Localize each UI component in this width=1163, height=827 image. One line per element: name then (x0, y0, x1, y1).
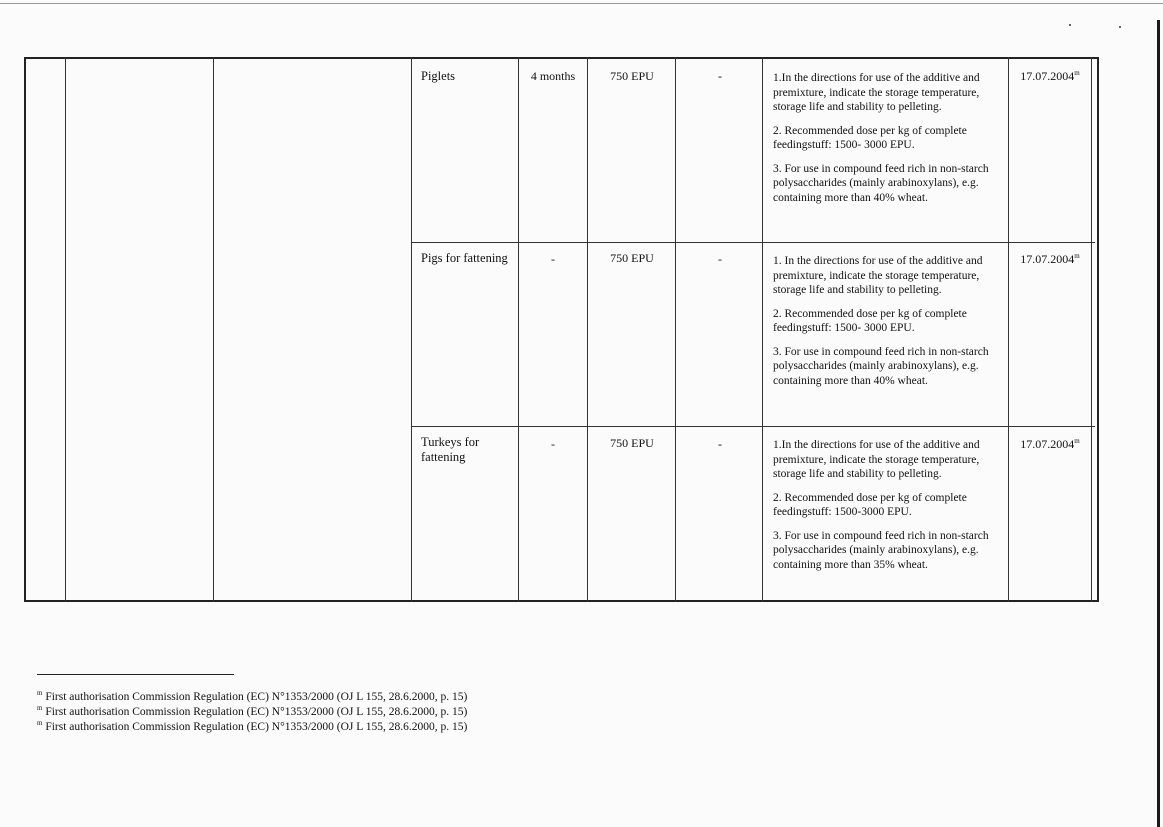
condition-item: 3. For use in compound feed rich in non-starch polysaccharides (mainly arabinoxylans), e.g. containing more than 40% wheat. (773, 162, 989, 204)
footnote (37, 705, 467, 719)
condition-item: 1.In the directions for use of the additive and premixture, indicate the storage temperature, storage life and stability to pelleting. (773, 439, 980, 480)
conditions-cell (773, 254, 993, 397)
max-age-cell: - (551, 252, 555, 266)
min-content-cell: 750 EPU (610, 436, 654, 450)
scan-edge-right (1157, 20, 1160, 827)
footnote (37, 720, 467, 734)
column-divider (518, 57, 519, 602)
footnote-text: First authorisation Commission Regulation (EC) N°1353/2000 (OJ L 155, 28.6.2000, p. 15) (45, 706, 468, 718)
footnote (37, 690, 467, 704)
max-content-cell: - (718, 69, 722, 83)
conditions-cell (773, 71, 993, 214)
footnote-mark: m (37, 719, 43, 728)
scan-edge-top (0, 3, 1163, 4)
footnote-mark: m (37, 689, 43, 698)
column-divider (587, 57, 588, 602)
footnote-separator (37, 674, 234, 675)
condition-item: 3. For use in compound feed rich in non-starch polysaccharides (mainly arabinoxylans), e.g. containing more than 40% wheat. (773, 345, 989, 387)
conditions-cell (773, 438, 993, 581)
max-content-cell: - (718, 437, 722, 451)
species-cell: Turkeys for fattening (421, 435, 480, 464)
column-divider (65, 57, 66, 602)
condition-item: 3. For use in compound feed rich in non-starch polysaccharides (mainly arabinoxylans), e.g. containing more than 35% wheat. (773, 529, 989, 571)
min-content-cell: 750 EPU (610, 251, 654, 265)
column-divider (1008, 57, 1009, 602)
scan-speck (1069, 24, 1071, 26)
footnote-mark: m (37, 704, 43, 713)
end-date-cell (1010, 69, 1090, 83)
species-cell: Piglets (421, 69, 456, 83)
footnote-text: First authorisation Commission Regulation (EC) N°1353/2000 (OJ L 155, 28.6.2000, p. 15) (45, 691, 468, 703)
end-date: 17.07.2004 (1020, 69, 1075, 83)
condition-item: 1.In the directions for use of the additive and premixture, indicate the storage temperature, storage life and stability to pelleting. (773, 72, 980, 113)
species-cell: Pigs for fattening (421, 251, 508, 265)
authorisation-table (24, 57, 1099, 602)
condition-item: 1. In the directions for use of the additive and premixture, indicate the storage temperature, storage life and stability to pelleting. (773, 255, 983, 296)
footnote-ref: m (1074, 252, 1080, 260)
footnote-ref: m (1074, 69, 1080, 77)
max-content-cell: - (718, 252, 722, 266)
scan-speck (1119, 26, 1121, 28)
condition-item: 2. Recommended dose per kg of complete feedingstuff: 1500-3000 EPU. (773, 491, 967, 518)
footnote-ref: m (1074, 437, 1080, 445)
row-divider (411, 242, 1095, 243)
row-divider (411, 426, 1095, 427)
min-content-cell: 750 EPU (610, 69, 654, 83)
column-divider (213, 57, 214, 602)
end-date-cell (1010, 252, 1090, 266)
max-age-cell: - (551, 437, 555, 451)
column-divider (675, 57, 676, 602)
footnote-text: First authorisation Commission Regulation (EC) N°1353/2000 (OJ L 155, 28.6.2000, p. 15) (45, 721, 468, 733)
column-divider (762, 57, 763, 602)
end-date: 17.07.2004 (1020, 252, 1075, 266)
max-age-cell: 4 months (530, 69, 576, 83)
column-divider (1091, 57, 1092, 602)
condition-item: 2. Recommended dose per kg of complete feedingstuff: 1500- 3000 EPU. (773, 307, 967, 334)
end-date-cell (1010, 437, 1090, 451)
end-date: 17.07.2004 (1020, 437, 1075, 451)
column-divider (411, 57, 412, 602)
condition-item: 2. Recommended dose per kg of complete feedingstuff: 1500- 3000 EPU. (773, 124, 967, 151)
